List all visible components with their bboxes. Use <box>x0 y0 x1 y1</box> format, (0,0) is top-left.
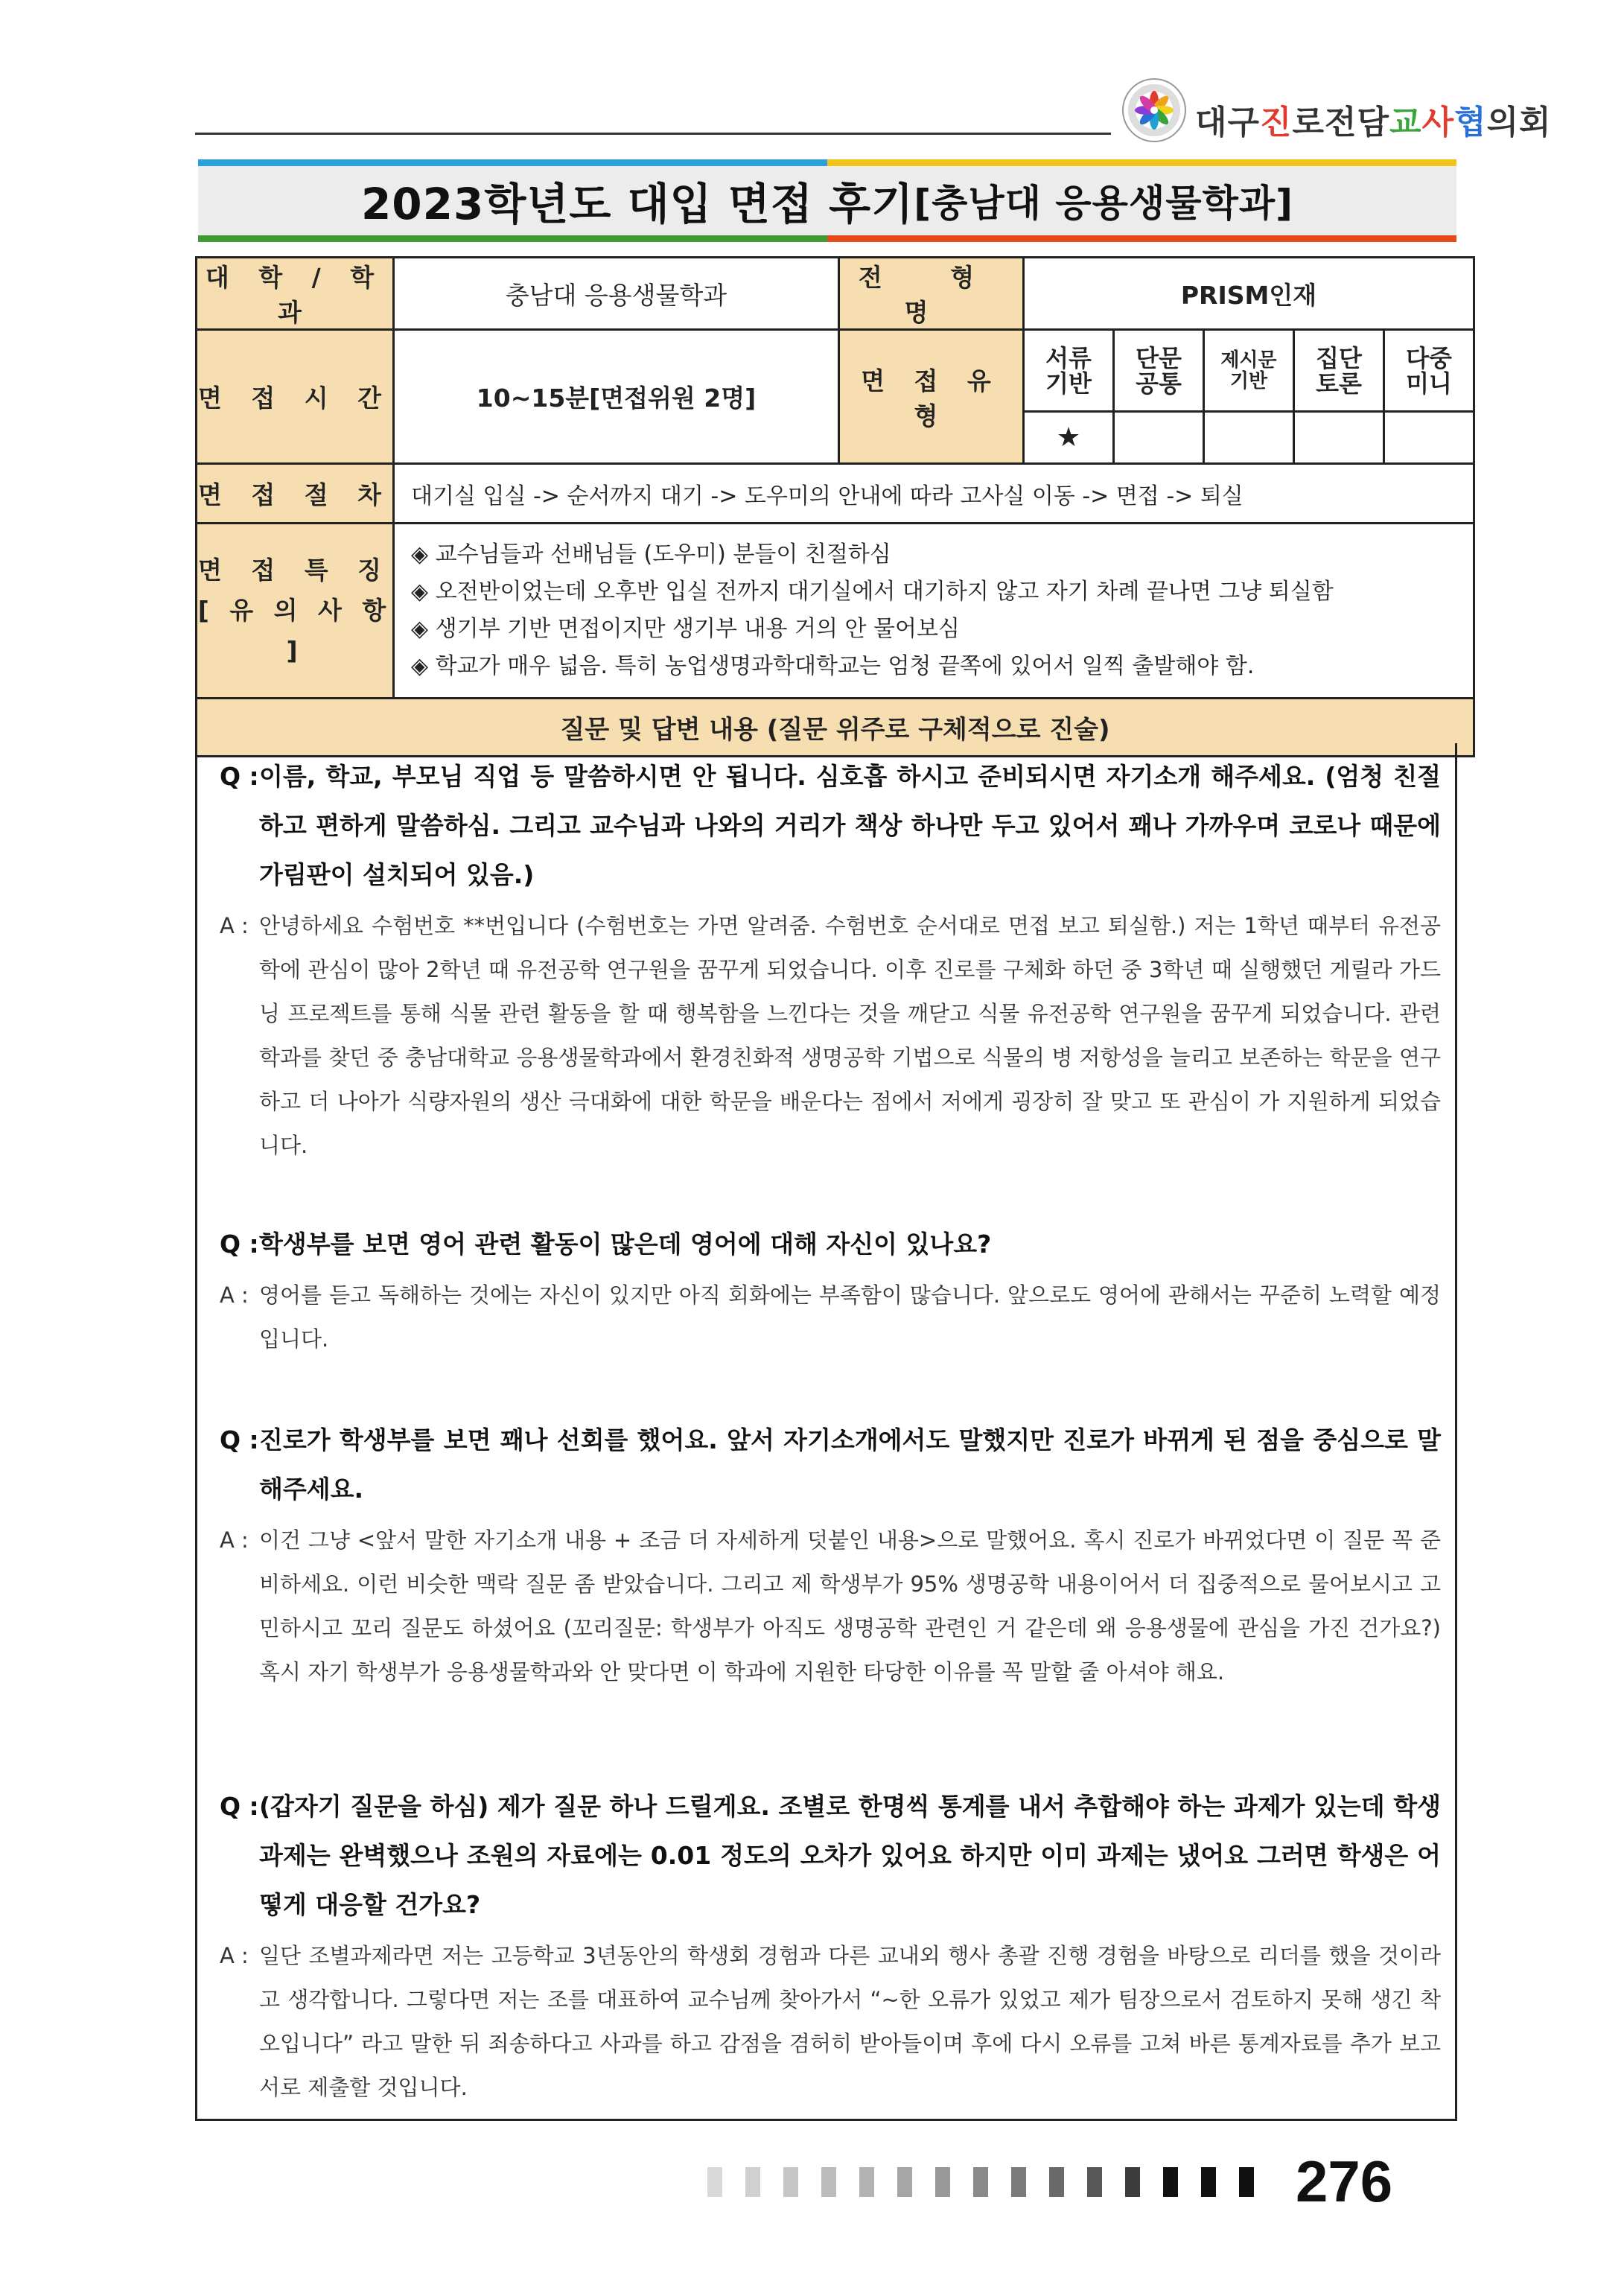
type-header-4: 다중 미니 <box>1384 330 1474 412</box>
type-mark-2 <box>1204 412 1294 464</box>
feature-item: ◈ 교수님들과 선배님들 (도우미) 분들이 친절하심 <box>411 541 891 567</box>
track-value: PRISM인재 <box>1024 258 1474 330</box>
interview-info-table <box>195 256 1475 757</box>
footer-square <box>859 2167 874 2197</box>
title-stripe <box>198 159 827 166</box>
footer-square <box>1201 2167 1216 2197</box>
page-number: 276 <box>1296 2149 1393 2214</box>
footer-square <box>1125 2167 1140 2197</box>
procedure-label: 면 접 절 차 <box>197 464 394 524</box>
feature-item: ◈ 오전반이었는데 오후반 입실 전까지 대기실에서 대기하지 않고 자기 차례 끝나면 그냥 퇴실함 <box>411 579 1334 605</box>
header-rule <box>195 133 1111 135</box>
answer: A : 일단 조별과제라면 저는 고등학교 3년동안의 학생회 경험과 다른 교내외 행사 총괄 진행 경험을 바탕으로 리더를 했을 것이라고 생각합니다. 그렇다면 저는 조를 대표하여 교수님께 찾아가서 “~한 오류가 있었고 제가 팀장으로서 검토하지 못해 생긴 착오입니다” 라고 말한 뒤 죄송하다고 사과를 하고 감점을 겸허히 받아들이며 후에 다시 오류를 고쳐 바른 통계자료를 추가 보고서로 제출할 것입니다. <box>220 1943 1441 2100</box>
footer-square <box>1087 2167 1102 2197</box>
footer-square <box>745 2167 760 2197</box>
footer-square <box>1011 2167 1026 2197</box>
title-stripe <box>198 235 827 242</box>
answer: A : 안녕하세요 수험번호 **번입니다 (수험번호는 가면 알려줌. 수험번호 순서대로 면접 보고 퇴실함.) 저는 1학년 때부터 유전공학에 관심이 많아 2학년 때 유전공학 연구원을 꿈꾸게 되었습니다. 이후 진로를 구체화 하던 중 3학년 때 실행했던 게릴라 가드닝 프로젝트를 통해 식물 관련 활동을 할 때 행복함을 느낀다는 것을 깨닫고 식물 유전공학 연구원을 꿈꾸게 되었습니다. 관련 학과를 찾던 중 충남대학교 응용생물학과에서 환경친화적 생명공학 기법으로 식물의 병 저항성을 늘리고 보존하는 학문을 연구하고 더 나아가 식량자원의 생산 극대화에 대한 학문을 배운다는 점에서 저에게 굉장히 잘 맞고 또 관심이 가 지원하게 되었습니다. <box>220 913 1441 1158</box>
footer-square <box>935 2167 950 2197</box>
footer-square <box>1049 2167 1064 2197</box>
question: Q : 이름, 학교, 부모님 직업 등 말씀하시면 안 됩니다. 심호흡 하시고 준비되시면 자기소개 해주세요. (엄청 친절하고 편하게 말씀하심. 그리고 교수님과 나와의 거리가 책상 하나만 두고 있어서 꽤나 가까우며 코로나 때문에 가림판이 설치되어 있음.) <box>220 762 1441 889</box>
type-mark-1 <box>1114 412 1204 464</box>
footer-square <box>973 2167 988 2197</box>
footer-square <box>783 2167 798 2197</box>
procedure-value: 대기실 입실 -> 순서까지 대기 -> 도우미의 안내에 따라 고사실 이동 -> 면접 -> 퇴실 <box>394 464 1474 524</box>
footer-square <box>821 2167 836 2197</box>
title-stripe <box>827 159 1456 166</box>
track-label: 전 형 명 <box>839 258 1024 330</box>
footer-square <box>1239 2167 1254 2197</box>
footer-square <box>707 2167 722 2197</box>
qa-section-header: 질문 및 답변 내용 (질문 위주로 구체적으로 진술) <box>197 699 1474 757</box>
features-list <box>394 524 1474 699</box>
footer-square <box>897 2167 912 2197</box>
title-main: 2023학년도 대입 면접 후기 <box>360 179 914 229</box>
feature-item: ◈ 생기부 기반 면접이지만 생기부 내용 거의 안 물어보심 <box>411 616 960 642</box>
qa-item-4 <box>220 1782 1441 2110</box>
answer: A : 영어를 듣고 독해하는 것에는 자신이 있지만 아직 회화에는 부족함이 많습니다. 앞으로도 영어에 관해서는 꾸준히 노력할 예정입니다. <box>220 1282 1441 1352</box>
answer: A : 이건 그냥 <앞서 말한 자기소개 내용 + 조금 더 자세하게 덧붙인 내용>으로 말했어요. 혹시 진로가 바뀌었다면 이 질문 꼭 준비하세요. 이런 비슷한 맥락 질문 좀 받았습니다. 그리고 제 학생부가 95% 생명공학 내용이어서 더 집중적으로 물어보시고 고민하시고 꼬리 질문도 하셨어요 (꼬리질문: 학생부가 아직도 생명공학 관련인 거 같은데 왜 응용생물에 관심을 가진 건가요?) 혹시 자기 학생부가 응용생물학과와 안 맞다면 이 학과에 지원한 타당한 이유를 꼭 말할 줄 아셔야 해요. <box>220 1527 1441 1685</box>
page-title <box>198 167 1456 234</box>
type-header-0: 서류 기반 <box>1024 330 1114 412</box>
type-mark-0: ★ <box>1024 412 1114 464</box>
question: Q : (갑자기 질문을 하심) 제가 질문 하나 드릴게요. 조별로 한명씩 통계를 내서 추합해야 하는 과제가 있는데 학생 과제는 완벽했으나 조원의 자료에는 0.01 정도의 오차가 있어요 하지만 이미 과제는 냈어요 그러면 학생은 어떻게 대응할 건가요? <box>220 1792 1441 1919</box>
time-label: 면 접 시 간 <box>197 330 394 464</box>
title-stripe <box>827 235 1456 242</box>
type-label: 면 접 유 형 <box>839 330 1024 464</box>
feature-item: ◈ 학교가 매우 넓음. 특히 농업생명과학대학교는 엄청 끝쪽에 있어서 일찍 출발해야 함. <box>411 653 1255 679</box>
qa-item-2 <box>220 1220 1441 1361</box>
association-logo-icon <box>1121 77 1188 144</box>
type-header-1: 단문 공통 <box>1114 330 1204 412</box>
question: Q : 진로가 학생부를 보면 꽤나 선회를 했어요. 앞서 자기소개에서도 말했지만 진로가 바뀌게 된 점을 중심으로 말해주세요. <box>220 1425 1441 1504</box>
type-header-3: 집단 토론 <box>1294 330 1384 412</box>
type-mark-4 <box>1384 412 1474 464</box>
time-value: 10~15분[면접위원 2명] <box>394 330 839 464</box>
univ-value: 충남대 응용생물학과 <box>394 258 839 330</box>
qa-item-3 <box>220 1416 1441 1694</box>
qa-item-1 <box>220 752 1441 1168</box>
title-dept: [충남대 응용생물학과] <box>914 182 1294 225</box>
univ-label: 대 학 / 학 과 <box>197 258 394 330</box>
qa-section <box>195 743 1457 2121</box>
type-mark-3 <box>1294 412 1384 464</box>
type-header-2: 제시문 기반 <box>1204 330 1294 412</box>
organization-name: 대구진로전담교사협의회 <box>1195 104 1552 141</box>
features-label: 면 접 특 징 [ 유 의 사 항 ] <box>197 524 394 699</box>
footer-square <box>1163 2167 1178 2197</box>
question: Q : 학생부를 보면 영어 관련 활동이 많은데 영어에 대해 자신이 있나요? <box>220 1230 992 1259</box>
footer-decoration <box>707 2156 1277 2208</box>
